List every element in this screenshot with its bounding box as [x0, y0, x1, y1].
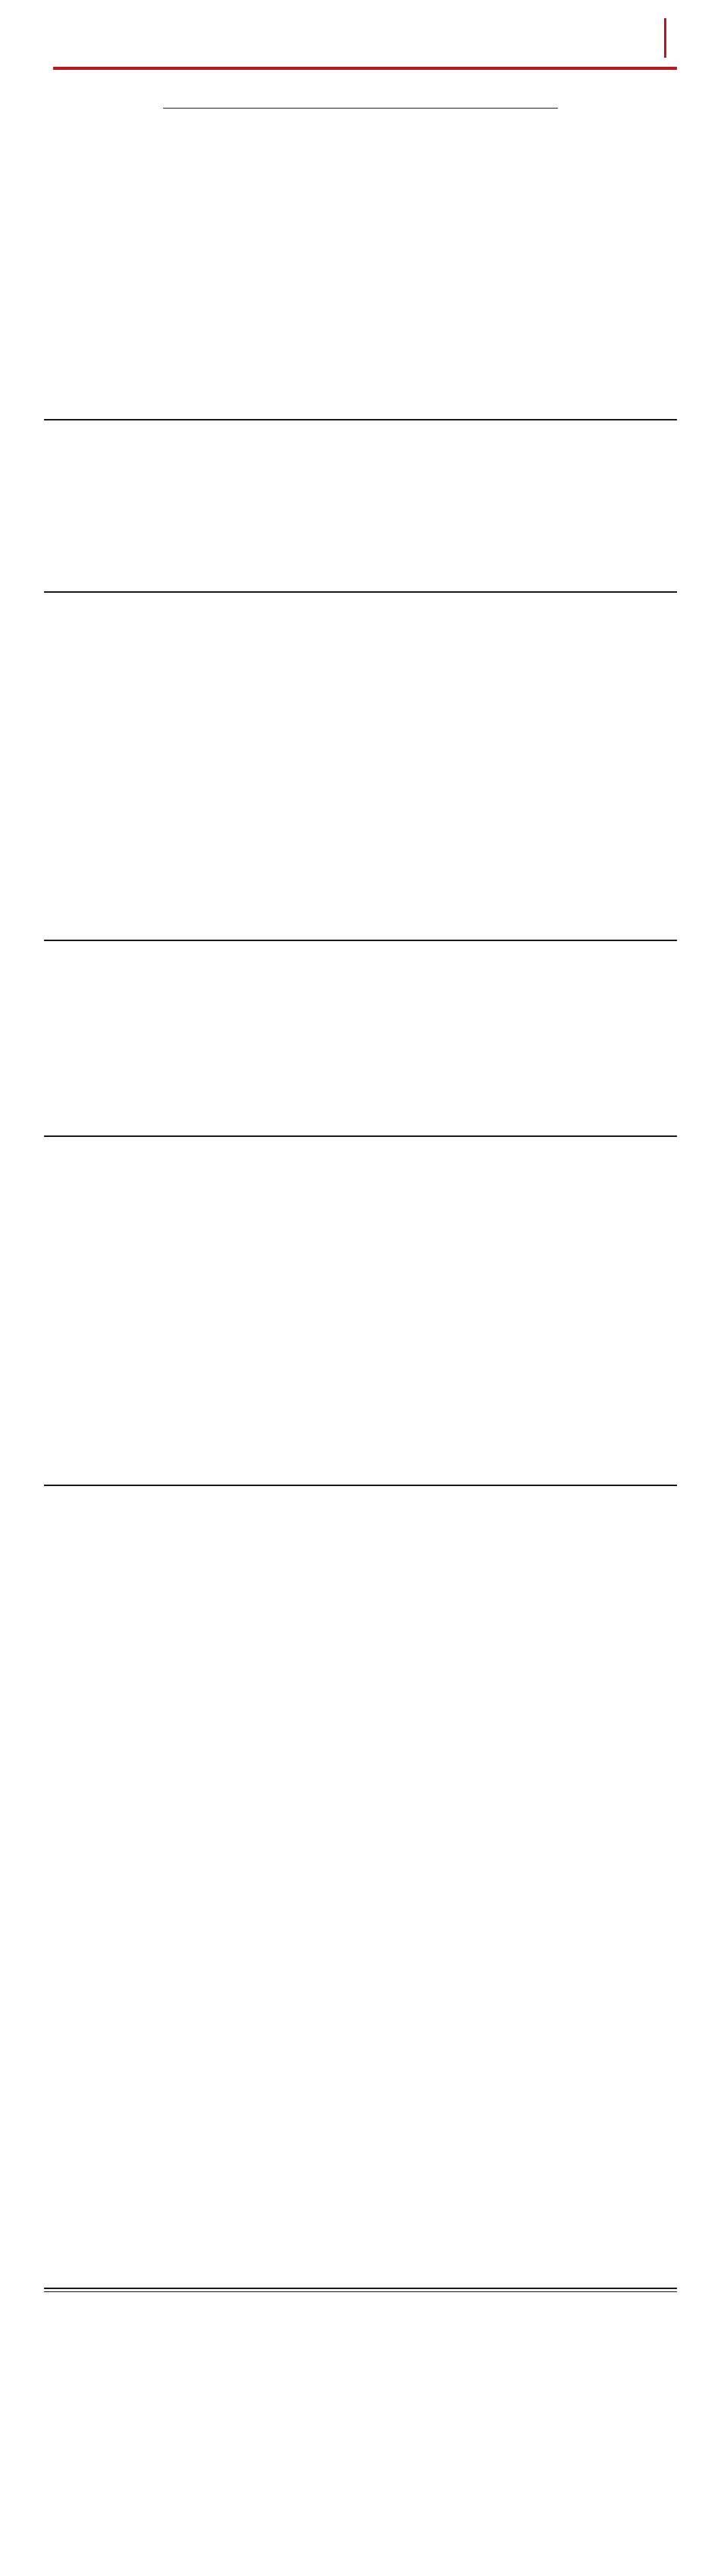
chart2-title	[421, 2333, 672, 2336]
ordering-information	[44, 1142, 677, 1478]
section-divider-double	[44, 2288, 677, 2292]
logo-divider	[664, 18, 666, 58]
coil-range-chart	[372, 2367, 706, 2530]
product-photo	[492, 149, 685, 369]
section-divider	[44, 591, 677, 593]
title-underline	[163, 108, 558, 109]
chart2-xlabel	[497, 2533, 641, 2534]
chart1-title	[91, 2333, 342, 2336]
section-divider	[44, 1485, 677, 1486]
header-rule	[53, 67, 677, 70]
section-divider	[44, 1135, 677, 1137]
chart1-xlabel	[209, 2533, 334, 2534]
section-divider	[44, 940, 677, 941]
section-divider	[44, 419, 677, 420]
dc-load-chart	[46, 2367, 364, 2530]
brand-logo	[655, 18, 674, 58]
